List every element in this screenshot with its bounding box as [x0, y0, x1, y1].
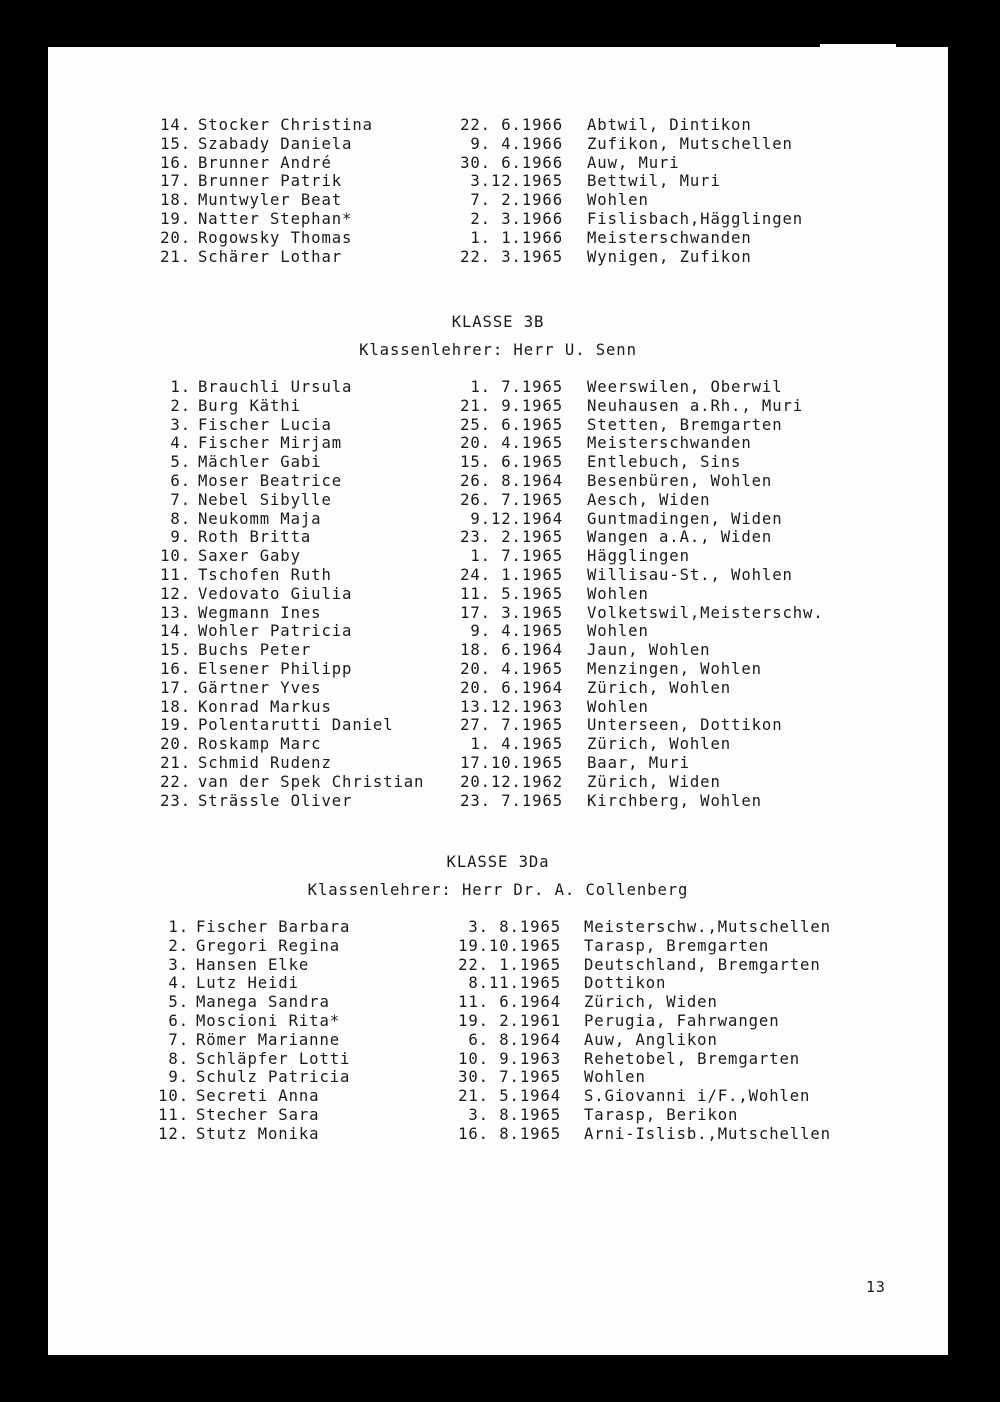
student-row [48, 472, 948, 491]
student-number: 19. [160, 209, 191, 228]
student-number: 12. [158, 1124, 189, 1143]
birth-date: 1. 4.1965 [470, 735, 563, 754]
student-name: Muntwyler Beat [198, 191, 343, 210]
birth-date: 24. 1.1965 [460, 565, 563, 584]
student-number: 17. [160, 172, 191, 191]
origin-residence: Zürich, Wohlen [587, 678, 732, 697]
student-name: Schärer Lothar [198, 247, 343, 266]
origin-residence: Deutschland, Bremgarten [584, 955, 821, 974]
student-row [48, 135, 948, 154]
student-number: 18. [160, 697, 191, 716]
birth-date: 10. 9.1963 [458, 1049, 561, 1068]
student-name: Moscioni Rita* [196, 1011, 341, 1030]
student-number: 5. [170, 453, 191, 472]
student-row [48, 116, 948, 135]
student-list-continued [48, 116, 948, 266]
origin-residence: Perugia, Fahrwangen [584, 1011, 780, 1030]
student-number: 8. [170, 509, 191, 528]
student-name: Stocker Christina [198, 116, 373, 134]
birth-date: 15. 6.1965 [460, 453, 563, 472]
origin-residence: Baar, Muri [587, 753, 690, 772]
birth-date: 1. 7.1965 [470, 378, 563, 396]
student-name: Neukomm Maja [198, 509, 322, 528]
student-row [48, 754, 948, 773]
student-row [48, 641, 948, 660]
student-name: Roth Britta [198, 528, 312, 547]
birth-date: 20. 4.1965 [460, 434, 563, 453]
birth-date: 3.12.1965 [470, 172, 563, 191]
student-name: Fischer Barbara [196, 918, 351, 936]
document-page [48, 47, 948, 1355]
origin-residence: Wohlen [584, 1068, 646, 1087]
origin-residence: Besenbüren, Wohlen [587, 471, 773, 490]
origin-residence: Stetten, Bremgarten [587, 415, 783, 434]
student-name: Schulz Patricia [196, 1068, 351, 1087]
birth-date: 23. 7.1965 [460, 791, 563, 810]
birth-date: 3. 8.1965 [468, 918, 561, 936]
student-row [48, 773, 948, 792]
student-number: 14. [160, 622, 191, 641]
origin-residence: Meisterschwanden [587, 228, 752, 247]
birth-date: 1. 1.1966 [470, 228, 563, 247]
class-3da-teacher: Klassenlehrer: Herr Dr. A. Collenberg [307, 881, 689, 899]
student-row [48, 604, 948, 623]
origin-residence: Auw, Anglikon [584, 1030, 718, 1049]
student-row [48, 191, 948, 210]
student-row [48, 210, 948, 229]
origin-residence: Rehetobel, Bremgarten [584, 1049, 801, 1068]
birth-date: 1. 7.1965 [470, 547, 563, 566]
student-row [48, 1087, 948, 1106]
student-name: Secreti Anna [196, 1087, 320, 1106]
student-name: Tschofen Ruth [198, 565, 332, 584]
student-name: Buchs Peter [198, 641, 312, 660]
student-name: Brauchli Ursula [198, 378, 353, 396]
student-name: Moser Beatrice [198, 471, 343, 490]
origin-residence: Weerswilen, Oberwil [587, 378, 783, 396]
birth-date: 16. 8.1965 [458, 1124, 561, 1143]
student-name: Stecher Sara [196, 1105, 320, 1124]
origin-residence: Zufikon, Mutschellen [587, 134, 793, 153]
origin-residence: Volketswil,Meisterschw. [587, 603, 824, 622]
birth-date: 21. 9.1965 [460, 396, 563, 415]
birth-date: 20. 6.1964 [460, 678, 563, 697]
student-number: 5. [168, 993, 189, 1012]
student-row [48, 1012, 948, 1031]
origin-residence: Willisau-St., Wohlen [587, 565, 793, 584]
origin-residence: Menzingen, Wohlen [587, 659, 762, 678]
student-name: van der Spek Christian [198, 772, 425, 791]
origin-residence: Aesch, Widen [587, 490, 711, 509]
birth-date: 30. 7.1965 [458, 1068, 561, 1087]
origin-residence: Arni-Islisb.,Mutschellen [584, 1124, 831, 1143]
birth-date: 26. 7.1965 [460, 490, 563, 509]
student-name: Hansen Elke [196, 955, 310, 974]
student-number: 3. [168, 955, 189, 974]
student-row [48, 1050, 948, 1069]
student-number: 10. [158, 1087, 189, 1106]
student-name: Natter Stephan* [198, 209, 353, 228]
class-3b-teacher: Klassenlehrer: Herr U. Senn [359, 341, 637, 359]
class-3b-student-list [48, 378, 948, 810]
student-row [48, 993, 948, 1012]
student-number: 19. [160, 716, 191, 735]
class-3da-student-list [48, 918, 948, 1144]
origin-residence: Hägglingen [587, 547, 690, 566]
student-row [48, 622, 948, 641]
origin-residence: Neuhausen a.Rh., Muri [587, 396, 804, 415]
birth-date: 19.10.1965 [458, 936, 561, 955]
student-row [48, 956, 948, 975]
student-row [48, 248, 948, 267]
student-number: 22. [160, 772, 191, 791]
student-number: 9. [168, 1068, 189, 1087]
origin-residence: Kirchberg, Wohlen [587, 791, 762, 810]
student-number: 6. [168, 1011, 189, 1030]
student-row [48, 453, 948, 472]
origin-residence: Jaun, Wohlen [587, 641, 711, 660]
origin-residence: Meisterschwanden [587, 434, 752, 453]
student-name: Strässle Oliver [198, 791, 353, 810]
student-name: Wohler Patricia [198, 622, 353, 641]
birth-date: 20.12.1962 [460, 772, 563, 791]
student-name: Fischer Lucia [198, 415, 332, 434]
student-row [48, 154, 948, 173]
student-row [48, 528, 948, 547]
student-row [48, 792, 948, 811]
student-number: 13. [160, 603, 191, 622]
birth-date: 17. 3.1965 [460, 603, 563, 622]
student-name: Römer Marianne [196, 1030, 341, 1049]
student-number: 16. [160, 153, 191, 172]
student-number: 14. [160, 116, 191, 134]
birth-date: 25. 6.1965 [460, 415, 563, 434]
birth-date: 3. 8.1965 [468, 1105, 561, 1124]
student-row [48, 1106, 948, 1125]
origin-residence: Zürich, Widen [584, 993, 718, 1012]
student-row [48, 510, 948, 529]
student-number: 1. [168, 918, 189, 936]
student-row [48, 416, 948, 435]
student-name: Saxer Gaby [198, 547, 301, 566]
student-name: Stutz Monika [196, 1124, 320, 1143]
student-number: 10. [160, 547, 191, 566]
student-row [48, 918, 948, 937]
origin-residence: Wynigen, Zufikon [587, 247, 752, 266]
birth-date: 27. 7.1965 [460, 716, 563, 735]
birth-date: 11. 5.1965 [460, 584, 563, 603]
student-number: 2. [170, 396, 191, 415]
student-number: 4. [168, 974, 189, 993]
student-number: 15. [160, 641, 191, 660]
student-row [48, 1031, 948, 1050]
student-number: 20. [160, 228, 191, 247]
student-row [48, 735, 948, 754]
birth-date: 20. 4.1965 [460, 659, 563, 678]
origin-residence: Wangen a.A., Widen [587, 528, 773, 547]
student-number: 2. [168, 936, 189, 955]
student-name: Polentarutti Daniel [198, 716, 394, 735]
student-number: 21. [160, 247, 191, 266]
student-number: 23. [160, 791, 191, 810]
birth-date: 9.12.1964 [470, 509, 563, 528]
student-name: Mächler Gabi [198, 453, 322, 472]
student-name: Gärtner Yves [198, 678, 322, 697]
paper-edge-tab [820, 44, 896, 49]
student-row [48, 1125, 948, 1144]
origin-residence: Auw, Muri [587, 153, 680, 172]
student-number: 21. [160, 753, 191, 772]
student-name: Brunner André [198, 153, 332, 172]
birth-date: 19. 2.1961 [458, 1011, 561, 1030]
student-row [48, 585, 948, 604]
class-3b-title: KLASSE 3B [451, 313, 545, 331]
origin-residence: Fislisbach,Hägglingen [587, 209, 804, 228]
student-row [48, 229, 948, 248]
birth-date: 6. 8.1964 [468, 1030, 561, 1049]
origin-residence: Zürich, Widen [587, 772, 721, 791]
origin-residence: Unterseen, Dottikon [587, 716, 783, 735]
student-name: Nebel Sibylle [198, 490, 332, 509]
student-name: Rogowsky Thomas [198, 228, 353, 247]
origin-residence: Bettwil, Muri [587, 172, 721, 191]
student-name: Burg Käthi [198, 396, 301, 415]
birth-date: 17.10.1965 [460, 753, 563, 772]
student-number: 18. [160, 191, 191, 210]
student-number: 9. [170, 528, 191, 547]
birth-date: 13.12.1963 [460, 697, 563, 716]
birth-date: 18. 6.1964 [460, 641, 563, 660]
student-row [48, 547, 948, 566]
student-name: Vedovato Giulia [198, 584, 353, 603]
student-row [48, 378, 948, 397]
student-row [48, 937, 948, 956]
student-row [48, 716, 948, 735]
origin-residence: Abtwil, Dintikon [587, 116, 752, 134]
page-number: 13 [866, 1278, 886, 1296]
origin-residence: Tarasp, Berikon [584, 1105, 739, 1124]
student-number: 8. [168, 1049, 189, 1068]
origin-residence: Wohlen [587, 584, 649, 603]
student-number: 6. [170, 471, 191, 490]
birth-date: 11. 6.1964 [458, 993, 561, 1012]
origin-residence: Guntmadingen, Widen [587, 509, 783, 528]
student-number: 4. [170, 434, 191, 453]
student-row [48, 566, 948, 585]
student-name: Elsener Philipp [198, 659, 353, 678]
student-number: 7. [168, 1030, 189, 1049]
birth-date: 2. 3.1966 [470, 209, 563, 228]
student-name: Schläpfer Lotti [196, 1049, 351, 1068]
origin-residence: Entlebuch, Sins [587, 453, 742, 472]
student-number: 12. [160, 584, 191, 603]
origin-residence: Meisterschw.,Mutschellen [584, 918, 831, 936]
student-number: 1. [170, 378, 191, 396]
class-3da-title: KLASSE 3Da [446, 853, 550, 871]
student-name: Brunner Patrik [198, 172, 343, 191]
student-row [48, 698, 948, 717]
student-name: Konrad Markus [198, 697, 332, 716]
birth-date: 21. 5.1964 [458, 1087, 561, 1106]
student-row [48, 1068, 948, 1087]
student-name: Roskamp Marc [198, 735, 322, 754]
student-name: Fischer Mirjam [198, 434, 343, 453]
birth-date: 7. 2.1966 [470, 191, 563, 210]
origin-residence: S.Giovanni i/F.,Wohlen [584, 1087, 811, 1106]
origin-residence: Dottikon [584, 974, 667, 993]
origin-residence: Wohlen [587, 622, 649, 641]
student-number: 7. [170, 490, 191, 509]
student-number: 20. [160, 735, 191, 754]
birth-date: 22. 3.1965 [460, 247, 563, 266]
student-row [48, 434, 948, 453]
student-number: 15. [160, 134, 191, 153]
origin-residence: Zürich, Wohlen [587, 735, 732, 754]
origin-residence: Wohlen [587, 697, 649, 716]
student-row [48, 491, 948, 510]
birth-date: 26. 8.1964 [460, 471, 563, 490]
birth-date: 8.11.1965 [468, 974, 561, 993]
student-row [48, 974, 948, 993]
student-row [48, 660, 948, 679]
student-name: Manega Sandra [196, 993, 330, 1012]
student-row [48, 397, 948, 416]
birth-date: 9. 4.1966 [470, 134, 563, 153]
birth-date: 22. 6.1966 [460, 116, 563, 134]
student-name: Lutz Heidi [196, 974, 299, 993]
student-name: Schmid Rudenz [198, 753, 332, 772]
student-name: Szabady Daniela [198, 134, 353, 153]
birth-date: 23. 2.1965 [460, 528, 563, 547]
birth-date: 22. 1.1965 [458, 955, 561, 974]
student-number: 17. [160, 678, 191, 697]
student-number: 11. [158, 1105, 189, 1124]
student-row [48, 679, 948, 698]
student-number: 11. [160, 565, 191, 584]
birth-date: 30. 6.1966 [460, 153, 563, 172]
origin-residence: Tarasp, Bremgarten [584, 936, 770, 955]
student-number: 16. [160, 659, 191, 678]
student-name: Gregori Regina [196, 936, 341, 955]
student-name: Wegmann Ines [198, 603, 322, 622]
birth-date: 9. 4.1965 [470, 622, 563, 641]
origin-residence: Wohlen [587, 191, 649, 210]
student-row [48, 172, 948, 191]
student-number: 3. [170, 415, 191, 434]
